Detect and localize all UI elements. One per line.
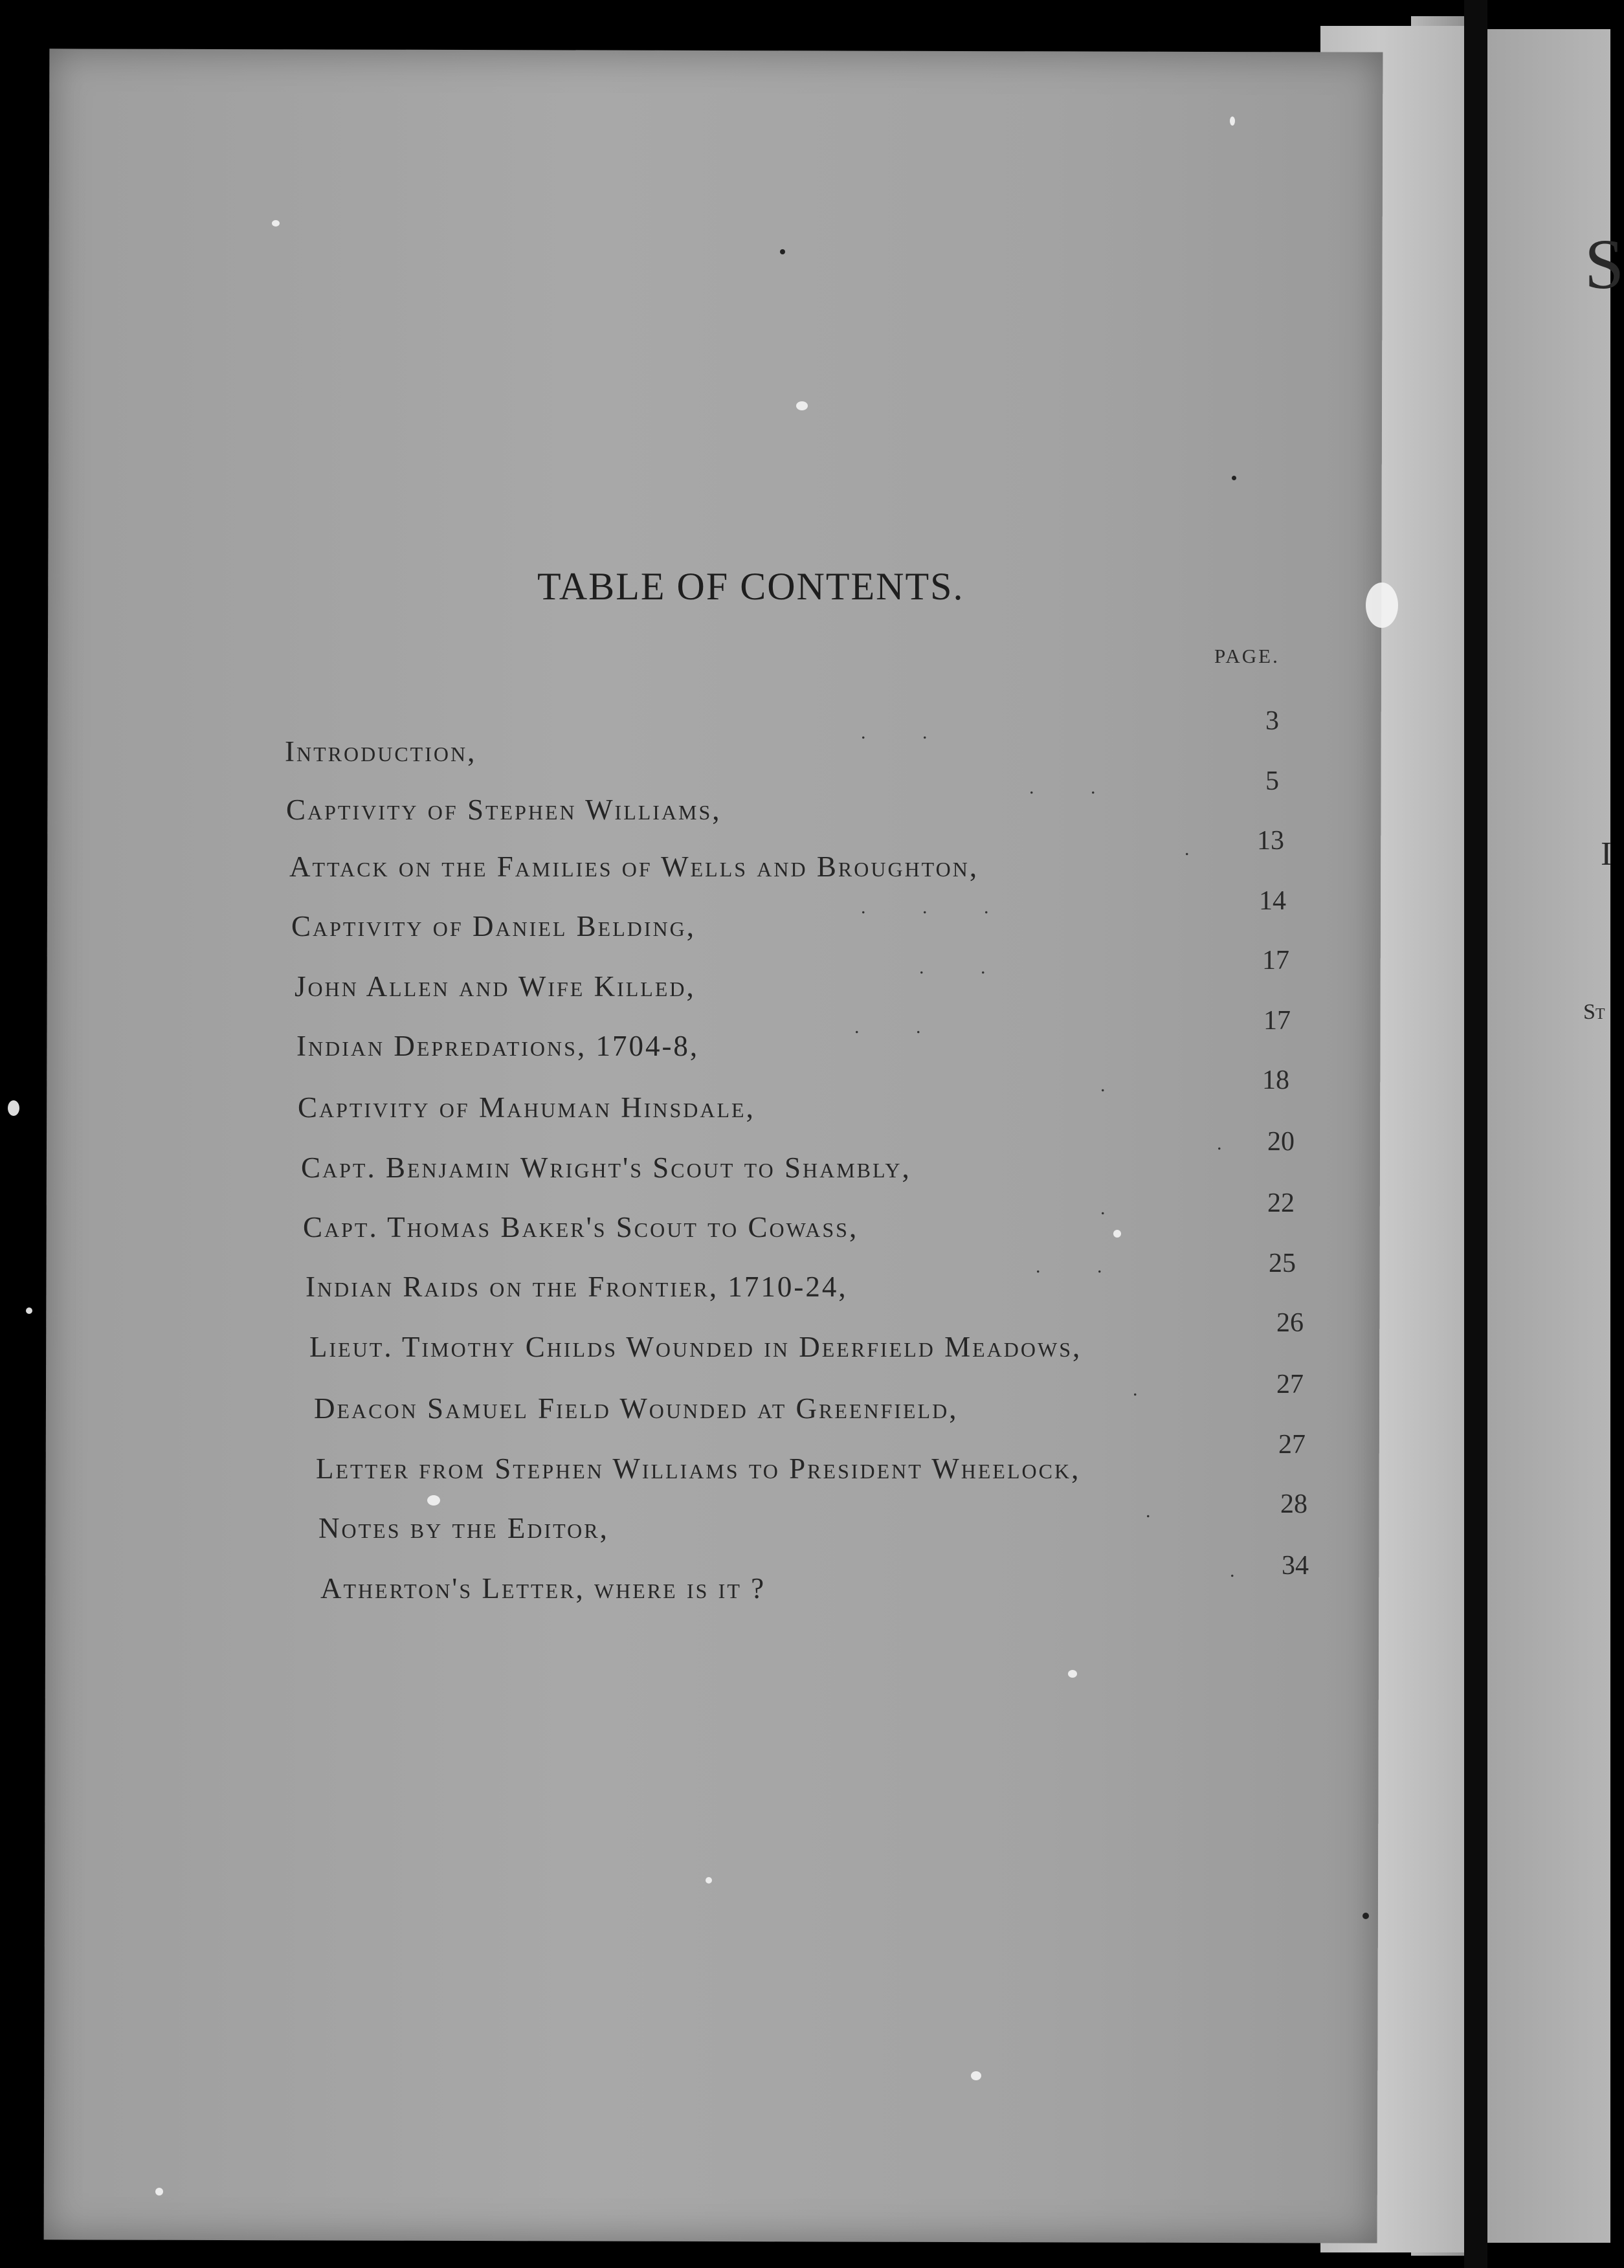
toc-entry: Capt. Thomas Baker's Scout to Cowass, <box>303 1211 859 1243</box>
page-title: TABLE OF CONTENTS. <box>537 565 964 608</box>
toc-entry: Indian Raids on the Frontier, 1710-24, <box>306 1271 848 1303</box>
toc-entry: Captivity of Daniel Belding, <box>291 910 696 942</box>
toc-entry: Deacon Samuel Field Wounded at Greenfield, <box>314 1392 959 1425</box>
toc-page-number: 27 <box>1278 1430 1306 1460</box>
toc-page-number: 13 <box>1257 826 1284 856</box>
toc-page-number: 26 <box>1276 1308 1304 1338</box>
toc-page-number: 28 <box>1280 1489 1307 1519</box>
toc-page-number: 18 <box>1262 1065 1289 1095</box>
toc-entry: Captivity of Mahuman Hinsdale, <box>298 1091 755 1124</box>
toc-entry: Notes by the Editor, <box>318 1512 609 1544</box>
toc-page-number: 25 <box>1269 1249 1296 1278</box>
adjacent-page <box>1487 29 1624 2243</box>
toc-entry: Captivity of Stephen Williams, <box>286 794 722 826</box>
toc-entry: Capt. Benjamin Wright's Scout to Shambly, <box>301 1151 911 1184</box>
adjacent-page-fragment: S <box>1585 225 1624 304</box>
toc-entry: Atherton's Letter, where is it ? <box>320 1572 766 1605</box>
toc-page-number: 14 <box>1259 886 1286 916</box>
adjacent-page-fragment: St <box>1583 1000 1605 1024</box>
toc-page-number: 17 <box>1262 946 1289 975</box>
toc-page-number: 5 <box>1265 766 1279 796</box>
toc-entry: Attack on the Families of Wells and Broughton, <box>289 850 979 883</box>
toc-page-number: 3 <box>1265 706 1279 736</box>
toc-page-number: 27 <box>1276 1370 1304 1399</box>
scanned-page <box>44 49 1383 2243</box>
toc-entry: Lieut. Timothy Childs Wounded in Deerfield Meadows, <box>309 1331 1082 1363</box>
page-column-header: PAGE. <box>1214 645 1280 667</box>
toc-entry: Letter from Stephen Williams to President Wheelock, <box>316 1452 1081 1485</box>
toc-entry: John Allen and Wife Killed, <box>295 970 696 1003</box>
toc-page-number: 17 <box>1263 1006 1291 1036</box>
toc-entry: Indian Depredations, 1704-8, <box>296 1030 700 1062</box>
toc-entry: Introduction, <box>285 735 477 768</box>
book-gutter <box>1464 0 1487 2268</box>
toc-page-number: 22 <box>1267 1188 1295 1218</box>
toc-page-number: 34 <box>1282 1551 1309 1581</box>
toc-page-number: 20 <box>1267 1127 1295 1157</box>
adjacent-page-fragment: I <box>1601 836 1612 873</box>
